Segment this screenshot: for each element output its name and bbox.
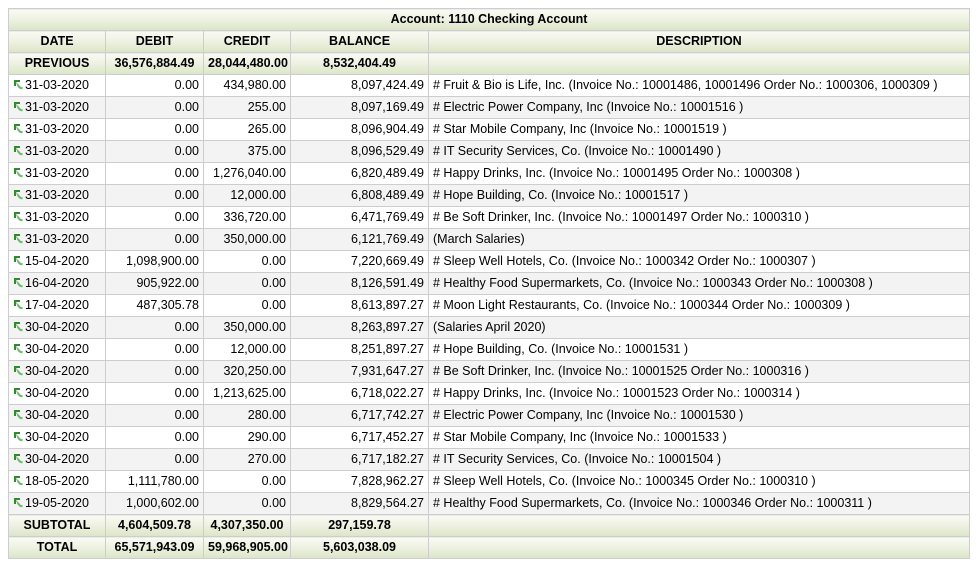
- ledger-row: [9, 427, 970, 449]
- date-text: 16-04-2020: [25, 276, 89, 290]
- subtotal-balance: 297,159.78: [291, 515, 429, 537]
- balance-cell: 8,097,169.49: [291, 97, 429, 119]
- date-cell: [9, 361, 106, 383]
- debit-cell: 1,098,900.00: [106, 251, 204, 273]
- date-text: 15-04-2020: [25, 254, 89, 268]
- account-ledger-table: [8, 8, 970, 559]
- ledger-row: [9, 493, 970, 515]
- gl-transaction-link-icon[interactable]: [13, 362, 24, 373]
- description-cell: # Sleep Well Hotels, Co. (Invoice No.: 1000342 Order No.: 1000307 ): [429, 251, 970, 273]
- subtotal-description: [429, 515, 970, 537]
- total-label: TOTAL: [9, 537, 106, 559]
- date-cell: [9, 97, 106, 119]
- description-cell: # IT Security Services, Co. (Invoice No.: 10001504 ): [429, 449, 970, 471]
- gl-transaction-link-icon[interactable]: [13, 164, 24, 175]
- description-cell: # Fruit & Bio is Life, Inc. (Invoice No.: 10001486, 10001496 Order No.: 1000306, 1000309 ): [429, 75, 970, 97]
- ledger-row: [9, 251, 970, 273]
- table-title-row: [9, 9, 970, 31]
- subtotal-debit: 4,604,509.78: [106, 515, 204, 537]
- balance-cell: 6,718,022.27: [291, 383, 429, 405]
- date-text: 18-05-2020: [25, 474, 89, 488]
- date-text: 30-04-2020: [25, 320, 89, 334]
- date-text: 17-04-2020: [25, 298, 89, 312]
- gl-transaction-link-icon[interactable]: [13, 98, 24, 109]
- gl-transaction-link-icon[interactable]: [13, 296, 24, 307]
- date-text: 31-03-2020: [25, 166, 89, 180]
- gl-transaction-link-icon[interactable]: [13, 274, 24, 285]
- balance-cell: 8,263,897.27: [291, 317, 429, 339]
- ledger-row: [9, 229, 970, 251]
- debit-cell: 487,305.78: [106, 295, 204, 317]
- credit-cell: 265.00: [204, 119, 291, 141]
- description-cell: (Salaries April 2020): [429, 317, 970, 339]
- ledger-row: [9, 471, 970, 493]
- date-text: 31-03-2020: [25, 232, 89, 246]
- date-cell: [9, 471, 106, 493]
- date-cell: [9, 251, 106, 273]
- ledger-row: [9, 141, 970, 163]
- date-cell: [9, 317, 106, 339]
- ledger-row: [9, 273, 970, 295]
- total-row: [9, 537, 970, 559]
- gl-transaction-link-icon[interactable]: [13, 76, 24, 87]
- col-header-description: DESCRIPTION: [429, 31, 970, 53]
- credit-cell: 1,213,625.00: [204, 383, 291, 405]
- description-cell: # Electric Power Company, Inc (Invoice No.: 10001530 ): [429, 405, 970, 427]
- gl-transaction-link-icon[interactable]: [13, 208, 24, 219]
- balance-cell: 8,251,897.27: [291, 339, 429, 361]
- date-text: 31-03-2020: [25, 100, 89, 114]
- date-cell: [9, 405, 106, 427]
- balance-cell: 7,828,962.27: [291, 471, 429, 493]
- ledger-row: [9, 295, 970, 317]
- debit-cell: 0.00: [106, 383, 204, 405]
- debit-cell: 1,111,780.00: [106, 471, 204, 493]
- date-cell: [9, 273, 106, 295]
- balance-cell: 8,097,424.49: [291, 75, 429, 97]
- table-title: Account: 1110 Checking Account: [9, 9, 970, 31]
- column-header-row: [9, 31, 970, 53]
- balance-cell: 8,096,904.49: [291, 119, 429, 141]
- ledger-rows: [9, 75, 970, 515]
- col-header-balance: BALANCE: [291, 31, 429, 53]
- debit-cell: 0.00: [106, 163, 204, 185]
- credit-cell: 290.00: [204, 427, 291, 449]
- date-text: 30-04-2020: [25, 430, 89, 444]
- credit-cell: 434,980.00: [204, 75, 291, 97]
- ledger-row: [9, 361, 970, 383]
- balance-cell: 6,471,769.49: [291, 207, 429, 229]
- debit-cell: 0.00: [106, 141, 204, 163]
- date-text: 31-03-2020: [25, 144, 89, 158]
- balance-cell: 6,717,452.27: [291, 427, 429, 449]
- col-header-credit: CREDIT: [204, 31, 291, 53]
- balance-cell: 6,717,182.27: [291, 449, 429, 471]
- debit-cell: 0.00: [106, 75, 204, 97]
- previous-description: [429, 53, 970, 75]
- ledger-row: [9, 405, 970, 427]
- description-cell: # Be Soft Drinker, Inc. (Invoice No.: 10001525 Order No.: 1000316 ): [429, 361, 970, 383]
- previous-credit: 28,044,480.00: [204, 53, 291, 75]
- credit-cell: 0.00: [204, 493, 291, 515]
- gl-transaction-link-icon[interactable]: [13, 494, 24, 505]
- debit-cell: 0.00: [106, 427, 204, 449]
- balance-cell: 6,717,742.27: [291, 405, 429, 427]
- gl-transaction-link-icon[interactable]: [13, 450, 24, 461]
- previous-row: [9, 53, 970, 75]
- credit-cell: 320,250.00: [204, 361, 291, 383]
- ledger-row: [9, 317, 970, 339]
- debit-cell: 1,000,602.00: [106, 493, 204, 515]
- previous-label: PREVIOUS: [9, 53, 106, 75]
- date-text: 30-04-2020: [25, 408, 89, 422]
- gl-transaction-link-icon[interactable]: [13, 384, 24, 395]
- balance-cell: 6,121,769.49: [291, 229, 429, 251]
- total-balance: 5,603,038.09: [291, 537, 429, 559]
- subtotal-label: SUBTOTAL: [9, 515, 106, 537]
- credit-cell: 0.00: [204, 295, 291, 317]
- ledger-row: [9, 449, 970, 471]
- gl-transaction-link-icon[interactable]: [13, 120, 24, 131]
- ledger-row: [9, 163, 970, 185]
- date-cell: [9, 449, 106, 471]
- gl-transaction-link-icon[interactable]: [13, 318, 24, 329]
- balance-cell: 7,931,647.27: [291, 361, 429, 383]
- date-cell: [9, 207, 106, 229]
- gl-transaction-link-icon[interactable]: [13, 340, 24, 351]
- description-cell: # Electric Power Company, Inc (Invoice No.: 10001516 ): [429, 97, 970, 119]
- balance-cell: 8,613,897.27: [291, 295, 429, 317]
- description-cell: # Hope Building, Co. (Invoice No.: 10001517 ): [429, 185, 970, 207]
- date-cell: [9, 119, 106, 141]
- date-cell: [9, 295, 106, 317]
- previous-balance: 8,532,404.49: [291, 53, 429, 75]
- ledger-row: [9, 339, 970, 361]
- total-description: [429, 537, 970, 559]
- ledger-row: [9, 97, 970, 119]
- gl-transaction-link-icon[interactable]: [13, 252, 24, 263]
- date-cell: [9, 493, 106, 515]
- credit-cell: 350,000.00: [204, 317, 291, 339]
- credit-cell: 336,720.00: [204, 207, 291, 229]
- date-text: 30-04-2020: [25, 364, 89, 378]
- date-cell: [9, 427, 106, 449]
- credit-cell: 0.00: [204, 251, 291, 273]
- debit-cell: 0.00: [106, 207, 204, 229]
- description-cell: # Sleep Well Hotels, Co. (Invoice No.: 1000345 Order No.: 1000310 ): [429, 471, 970, 493]
- date-cell: [9, 75, 106, 97]
- date-cell: [9, 185, 106, 207]
- col-header-date: DATE: [9, 31, 106, 53]
- debit-cell: 0.00: [106, 317, 204, 339]
- ledger-row: [9, 75, 970, 97]
- gl-transaction-link-icon[interactable]: [13, 142, 24, 153]
- debit-cell: 0.00: [106, 405, 204, 427]
- debit-cell: 0.00: [106, 361, 204, 383]
- credit-cell: 375.00: [204, 141, 291, 163]
- description-cell: # Star Mobile Company, Inc (Invoice No.: 10001533 ): [429, 427, 970, 449]
- description-cell: # Star Mobile Company, Inc (Invoice No.: 10001519 ): [429, 119, 970, 141]
- credit-cell: 255.00: [204, 97, 291, 119]
- gl-transaction-link-icon[interactable]: [13, 406, 24, 417]
- debit-cell: 0.00: [106, 119, 204, 141]
- date-text: 19-05-2020: [25, 496, 89, 510]
- description-cell: # Be Soft Drinker, Inc. (Invoice No.: 10001497 Order No.: 1000310 ): [429, 207, 970, 229]
- gl-transaction-link-icon[interactable]: [13, 186, 24, 197]
- description-cell: # Healthy Food Supermarkets, Co. (Invoice No.: 1000346 Order No.: 1000311 ): [429, 493, 970, 515]
- date-cell: [9, 163, 106, 185]
- debit-cell: 0.00: [106, 339, 204, 361]
- debit-cell: 0.00: [106, 185, 204, 207]
- description-cell: # Healthy Food Supermarkets, Co. (Invoice No.: 1000343 Order No.: 1000308 ): [429, 273, 970, 295]
- balance-cell: 7,220,669.49: [291, 251, 429, 273]
- subtotal-credit: 4,307,350.00: [204, 515, 291, 537]
- credit-cell: 280.00: [204, 405, 291, 427]
- credit-cell: 350,000.00: [204, 229, 291, 251]
- debit-cell: 0.00: [106, 229, 204, 251]
- ledger-row: [9, 207, 970, 229]
- credit-cell: 1,276,040.00: [204, 163, 291, 185]
- description-cell: # Moon Light Restaurants, Co. (Invoice No.: 1000344 Order No.: 1000309 ): [429, 295, 970, 317]
- debit-cell: 0.00: [106, 97, 204, 119]
- gl-transaction-link-icon[interactable]: [13, 472, 24, 483]
- date-text: 31-03-2020: [25, 78, 89, 92]
- debit-cell: 905,922.00: [106, 273, 204, 295]
- date-text: 31-03-2020: [25, 122, 89, 136]
- date-text: 30-04-2020: [25, 342, 89, 356]
- description-cell: # Happy Drinks, Inc. (Invoice No.: 10001523 Order No.: 1000314 ): [429, 383, 970, 405]
- balance-cell: 6,808,489.49: [291, 185, 429, 207]
- balance-cell: 8,126,591.49: [291, 273, 429, 295]
- balance-cell: 8,829,564.27: [291, 493, 429, 515]
- date-text: 31-03-2020: [25, 210, 89, 224]
- gl-transaction-link-icon[interactable]: [13, 230, 24, 241]
- description-cell: # Happy Drinks, Inc. (Invoice No.: 10001495 Order No.: 1000308 ): [429, 163, 970, 185]
- subtotal-row: [9, 515, 970, 537]
- ledger-row: [9, 119, 970, 141]
- date-cell: [9, 141, 106, 163]
- balance-cell: 8,096,529.49: [291, 141, 429, 163]
- credit-cell: 270.00: [204, 449, 291, 471]
- ledger-row: [9, 185, 970, 207]
- credit-cell: 12,000.00: [204, 185, 291, 207]
- total-debit: 65,571,943.09: [106, 537, 204, 559]
- col-header-debit: DEBIT: [106, 31, 204, 53]
- description-cell: (March Salaries): [429, 229, 970, 251]
- balance-cell: 6,820,489.49: [291, 163, 429, 185]
- gl-transaction-link-icon[interactable]: [13, 428, 24, 439]
- date-text: 30-04-2020: [25, 452, 89, 466]
- date-cell: [9, 339, 106, 361]
- total-credit: 59,968,905.00: [204, 537, 291, 559]
- credit-cell: 12,000.00: [204, 339, 291, 361]
- previous-debit: 36,576,884.49: [106, 53, 204, 75]
- debit-cell: 0.00: [106, 449, 204, 471]
- date-cell: [9, 229, 106, 251]
- date-cell: [9, 383, 106, 405]
- description-cell: # IT Security Services, Co. (Invoice No.: 10001490 ): [429, 141, 970, 163]
- date-text: 31-03-2020: [25, 188, 89, 202]
- description-cell: # Hope Building, Co. (Invoice No.: 10001531 ): [429, 339, 970, 361]
- credit-cell: 0.00: [204, 273, 291, 295]
- ledger-row: [9, 383, 970, 405]
- date-text: 30-04-2020: [25, 386, 89, 400]
- credit-cell: 0.00: [204, 471, 291, 493]
